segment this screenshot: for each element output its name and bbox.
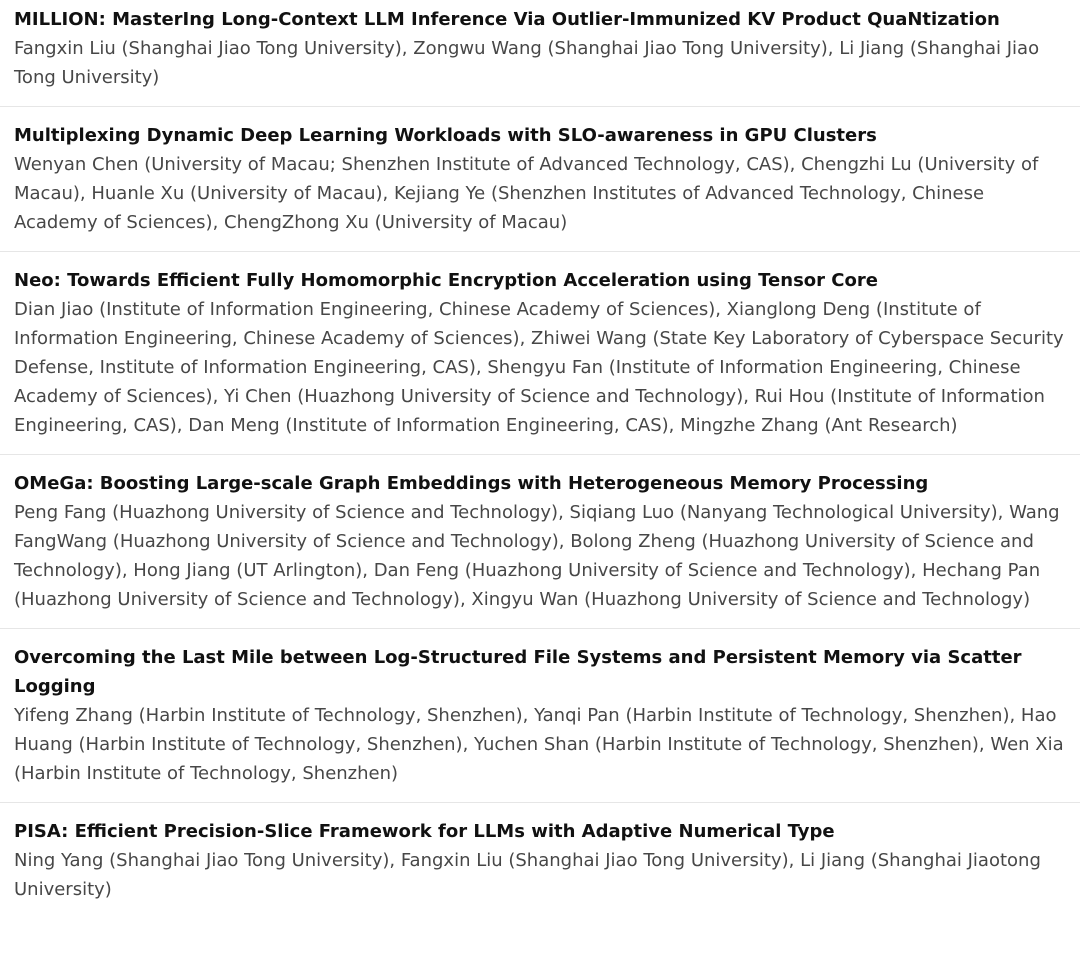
paper-authors: Ning Yang (Shanghai Jiao Tong University), Fangxin Liu (Shanghai Jiao Tong University), Li Jiang (Shanghai Jiaotong University) (14, 850, 1041, 900)
section-divider (0, 251, 1080, 252)
paper-entry (14, 817, 1066, 904)
paper-authors: Fangxin Liu (Shanghai Jiao Tong University), Zongwu Wang (Shanghai Jiao Tong University), Li Jiang (Shanghai Jiao Tong University) (14, 38, 1040, 88)
section-divider (0, 454, 1080, 455)
paper-title: Multiplexing Dynamic Deep Learning Workloads with SLO-awareness in GPU Clusters (14, 125, 877, 146)
paper-authors: Yifeng Zhang (Harbin Institute of Technology, Shenzhen), Yanqi Pan (Harbin Institute of Technology, Shenzhen), Hao Huang (Harbin Institute of Technology, Shenzhen), Yuchen Shan (Harbin Institute of Technology, Shenzhen), Wen Xia (Harbin Institute of Technology, Shenzhen) (14, 705, 1064, 784)
paper-title: OMeGa: Boosting Large-scale Graph Embeddings with Heterogeneous Memory Processing (14, 473, 929, 494)
paper-title: Neo: Towards Efficient Fully Homomorphic Encryption Acceleration using Tensor Core (14, 270, 878, 291)
paper-title: PISA: Efficient Precision-Slice Framework for LLMs with Adaptive Numerical Type (14, 821, 835, 842)
paper-entry (14, 121, 1066, 237)
paper-entry (14, 5, 1066, 92)
paper-authors: Peng Fang (Huazhong University of Science and Technology), Siqiang Luo (Nanyang Technological University), Wang FangWang (Huazhong University of Science and Technology), Bolong Zheng (Huazhong University of Science and Technology), Hong Jiang (UT Arlington), Dan Feng (Huazhong University of Science and Technology), Hechang Pan (Huazhong University of Science and Technology), Xingyu Wan (Huazhong University of Science and Technology) (14, 502, 1060, 610)
paper-entry (14, 643, 1066, 788)
paper-title: MILLION: MasterIng Long-Context LLM Inference Via Outlier-Immunized KV Product QuaNtization (14, 9, 1000, 30)
paper-title: Overcoming the Last Mile between Log-Structured File Systems and Persistent Memory via Scatter Logging (14, 647, 1022, 697)
section-divider (0, 628, 1080, 629)
paper-entry (14, 469, 1066, 614)
paper-authors: Dian Jiao (Institute of Information Engineering, Chinese Academy of Sciences), Xianglong Deng (Institute of Information Engineering, Chinese Academy of Sciences), Zhiwei Wang (State Key Laboratory of Cyberspace Security Defense, Institute of Information Engineering, CAS), Shengyu Fan (Institute of Information Engineering, Chinese Academy of Sciences), Yi Chen (Huazhong University of Science and Technology), Rui Hou (Institute of Information Engineering, CAS), Dan Meng (Institute of Information Engineering, CAS), Mingzhe Zhang (Ant Research) (14, 299, 1064, 436)
section-divider (0, 802, 1080, 803)
paper-authors: Wenyan Chen (University of Macau; Shenzhen Institute of Advanced Technology, CAS), Chengzhi Lu (University of Macau), Huanle Xu (University of Macau), Kejiang Ye (Shenzhen Institutes of Advanced Technology, Chinese Academy of Sciences), ChengZhong Xu (University of Macau) (14, 154, 1039, 233)
section-divider (0, 106, 1080, 107)
paper-entry (14, 266, 1066, 440)
